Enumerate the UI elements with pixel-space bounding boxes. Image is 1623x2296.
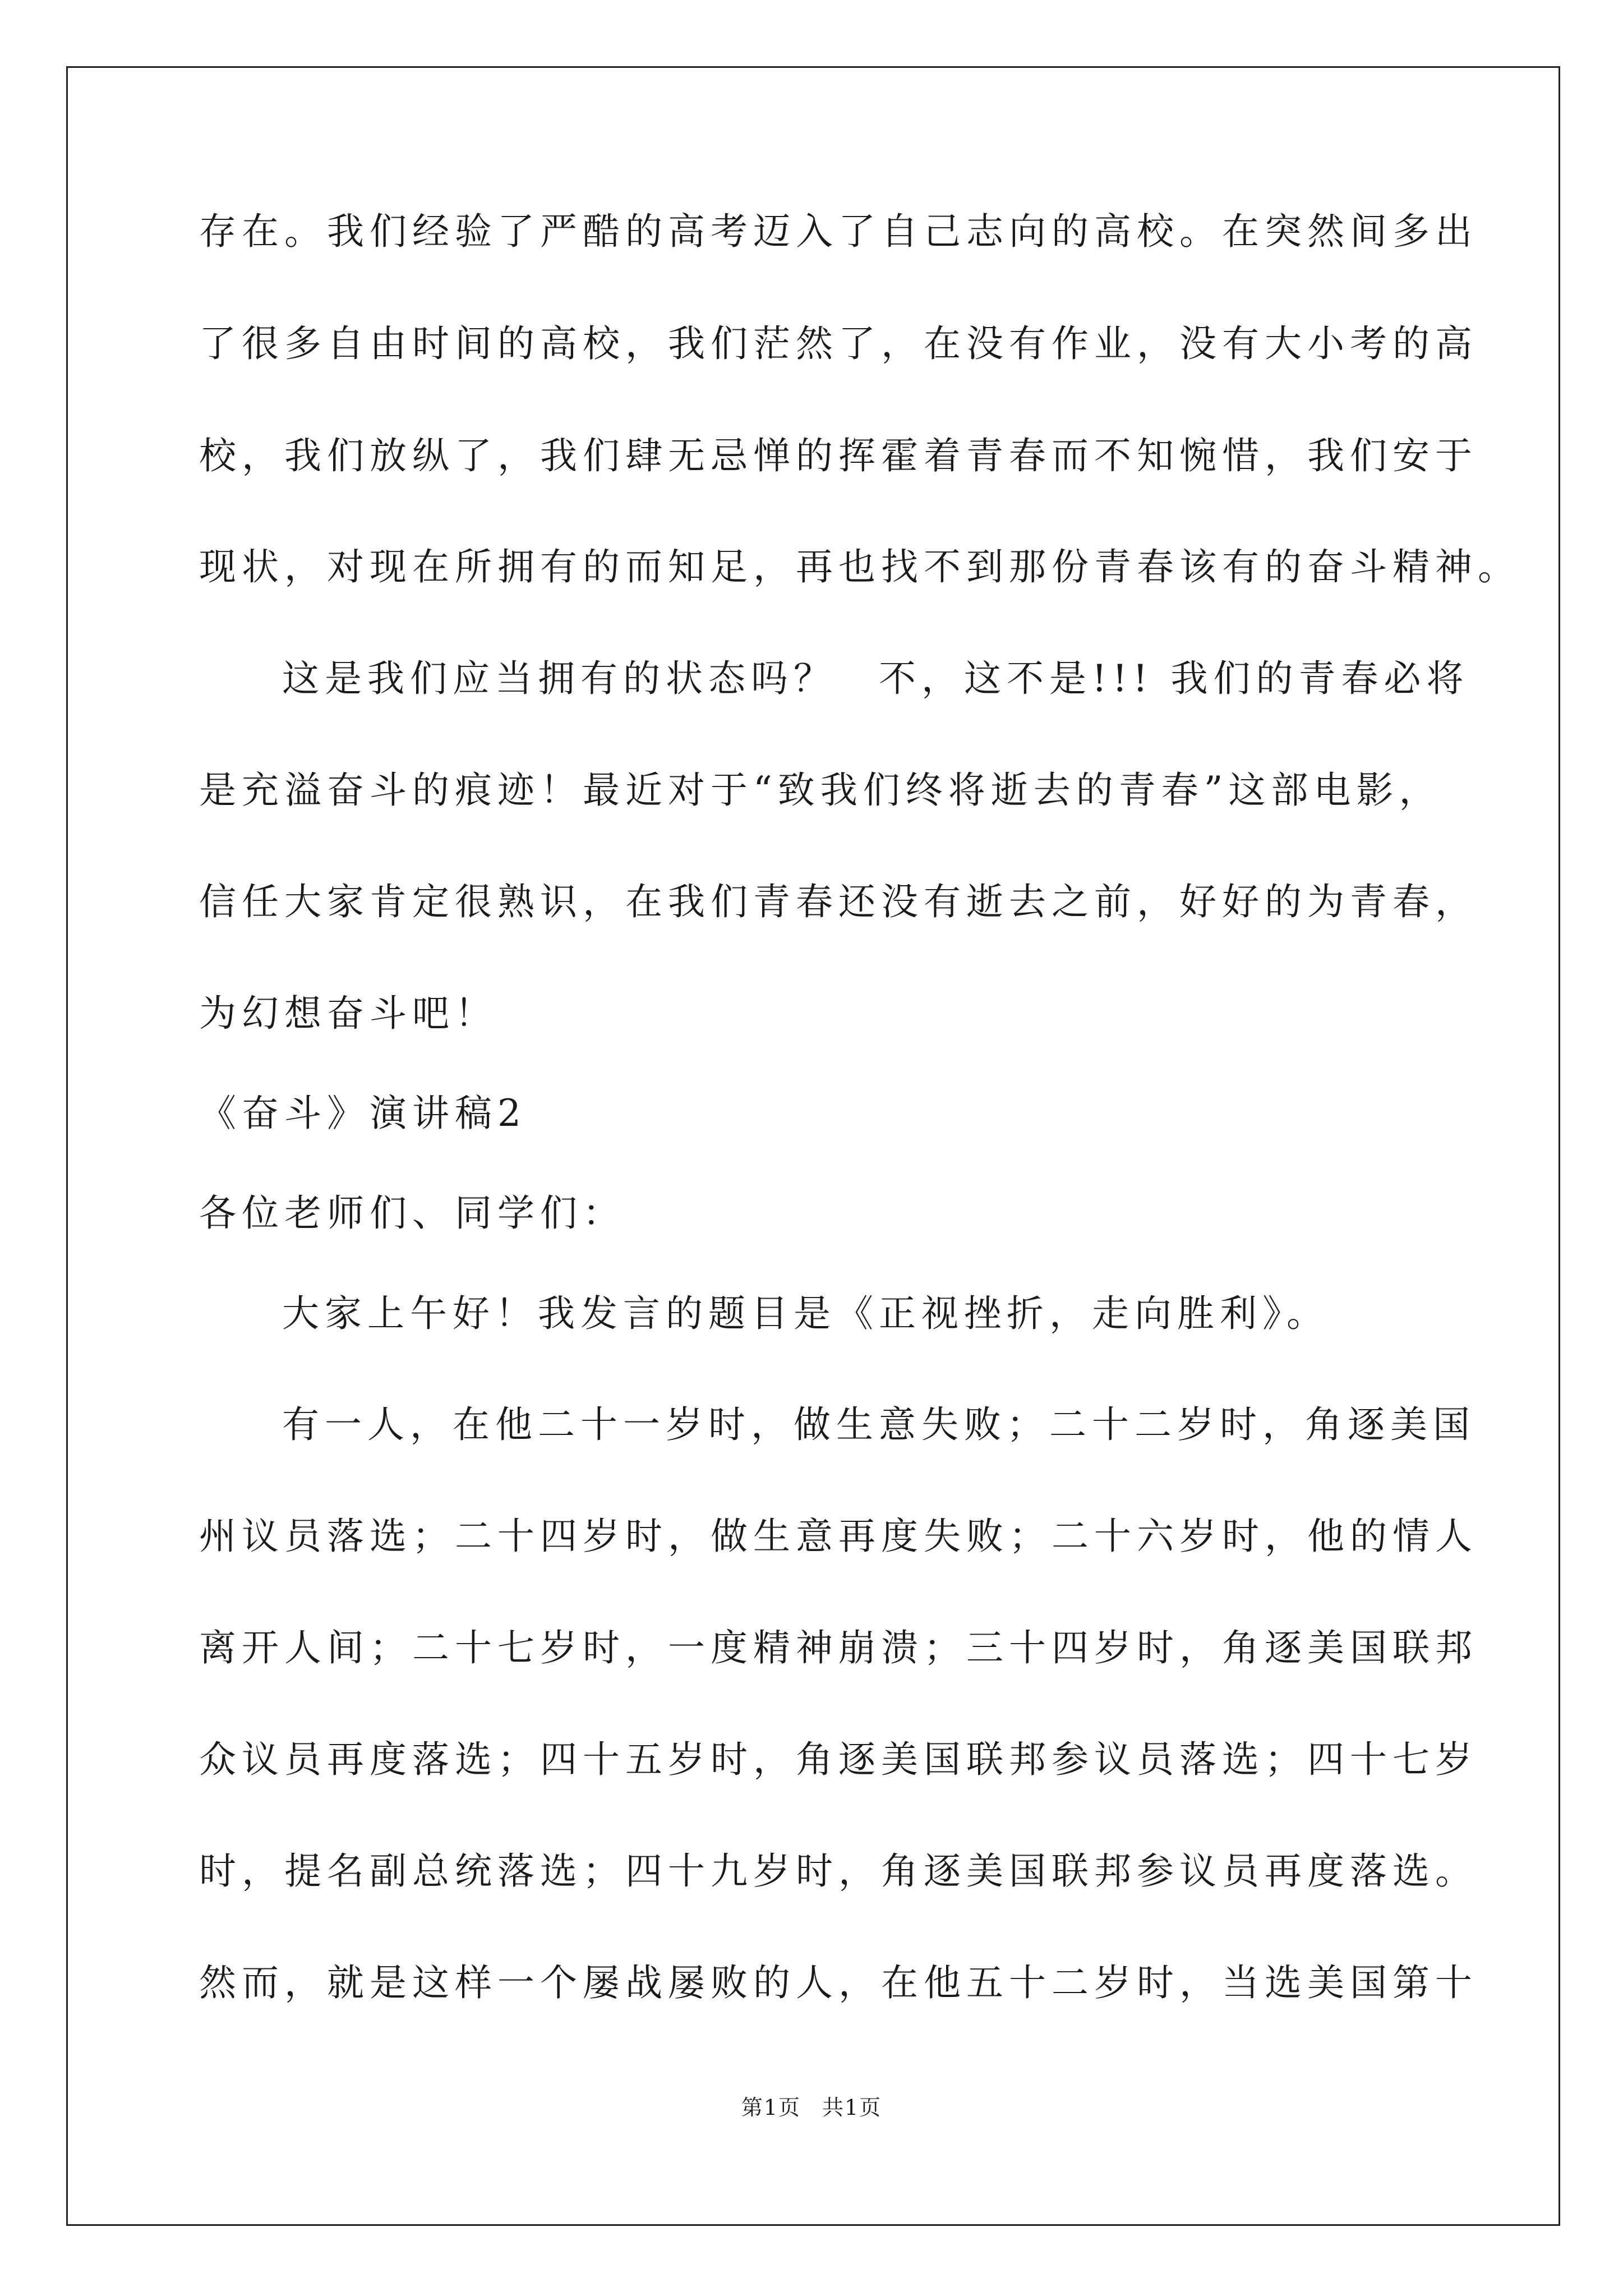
paragraph-line: 为幻想奋斗吧！ [199,992,497,1035]
page-footer [0,2097,1623,2118]
paragraph-line: 是充溢奋斗的痕迹！最近对于“致我们终将逝去的青春”这部电影， [199,769,1442,812]
paragraph-line: 了很多自由时间的高校，我们茫然了，在没有作业，没有大小考的高 [199,322,1478,365]
paragraph-line: 这是我们应当拥有的状态吗？ 不，这不是!!! 我们的青春必将 [282,657,1469,700]
page-number-total: 共1页 [822,2095,882,2120]
paragraph-line: 校，我们放纵了，我们肆无忌惮的挥霍着青春而不知惋惜，我们安于 [199,434,1478,477]
paragraph-line: 众议员再度落选；四十五岁时，角逐美国联邦参议员落选；四十七岁 [199,1738,1478,1781]
paragraph-line: 州议员落选；二十四岁时，做生意再度失败；二十六岁时，他的情人 [199,1515,1478,1558]
page-number-current: 第1页 [741,2095,801,2120]
page-border [66,66,1560,2226]
paragraph-line: 然而，就是这样一个屡战屡败的人，在他五十二岁时，当选美国第十 [199,1961,1478,2004]
paragraph-line: 有一人，在他二十一岁时，做生意失败；二十二岁时，角逐美国 [282,1403,1476,1446]
paragraph-line: 时，提名副总统落选；四十九岁时，角逐美国联邦参议员再度落选。 [199,1849,1478,1893]
section-heading: 《奋斗》演讲稿2 [199,1092,527,1135]
paragraph-line: 大家上午好！我发言的题目是《正视挫折，走向胜利》。 [282,1292,1329,1335]
paragraph-line: 现状，对现在所拥有的而知足，再也找不到那份青春该有的奋斗精神。 [199,545,1520,588]
paragraph-line: 离开人间；二十七岁时，一度精神崩溃；三十四岁时，角逐美国联邦 [199,1626,1478,1669]
paragraph-line: 信任大家肯定很熟识，在我们青春还没有逝去之前，好好的为青春， [199,880,1478,923]
paragraph-line: 存在。我们经验了严酷的高考迈入了自己志向的高校。在突然间多出 [199,210,1478,253]
salutation: 各位老师们、同学们： [199,1191,625,1235]
